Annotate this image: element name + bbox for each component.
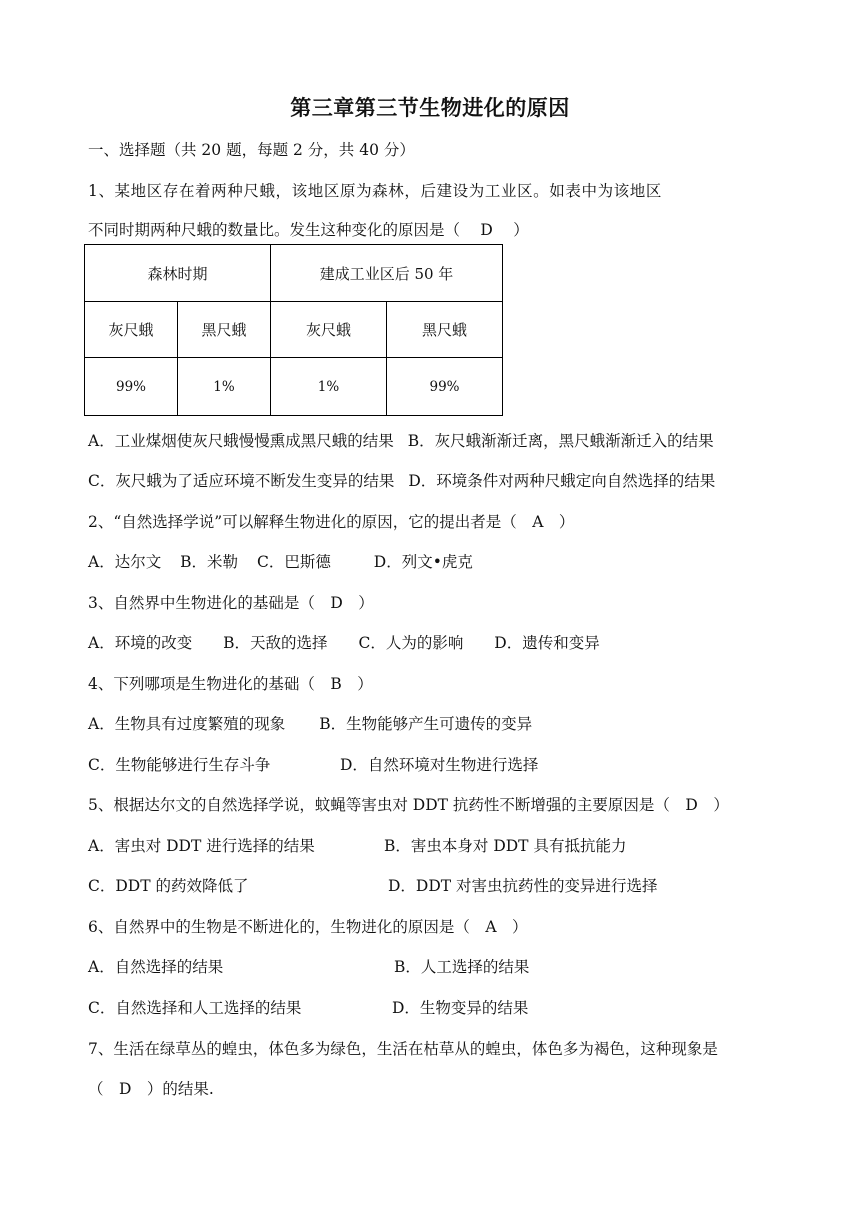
option-a: A．工业煤烟使灰尺蛾慢慢熏成黑尺蛾的结果 <box>88 432 394 450</box>
option-c: C．生物能够进行生存斗争 <box>88 756 271 774</box>
option-a: A．害虫对 DDT 进行选择的结果 <box>88 837 315 855</box>
option-c: C．灰尺蛾为了适应环境不断发生变异的结果 <box>88 472 395 490</box>
question-1-options-row2 <box>88 470 788 492</box>
question-5-options-row2 <box>88 875 788 897</box>
option-c: C．自然选择和人工选择的结果 <box>88 999 302 1017</box>
option-a: A．环境的改变 <box>88 634 193 652</box>
table-group-header: 建成工业区后 50 年 <box>271 245 503 302</box>
option-a: A．达尔文 <box>88 553 162 571</box>
table-cell: 1% <box>178 358 271 416</box>
question-3-stem: 3、自然界中生物进化的基础是（ D ） <box>88 594 374 612</box>
question-1-stem-line1: 1、某地区存在着两种尺蛾，该地区原为森林，后建设为工业区。如表中为该地区 <box>88 182 662 200</box>
question-4-options-row1 <box>88 713 788 735</box>
section-heading: 一、选择题（共 20 题，每题 2 分，共 40 分） <box>88 141 415 159</box>
table-sub-header: 黑尺蛾 <box>387 302 503 358</box>
question-1-stem-line2: 不同时期两种尺蛾的数量比。发生这种变化的原因是（ D ） <box>88 221 529 239</box>
question-5-options-row1 <box>88 835 788 857</box>
table-sub-header: 灰尺蛾 <box>271 302 387 358</box>
table-cell: 1% <box>271 358 387 416</box>
question-4-stem: 4、下列哪项是生物进化的基础（ B ） <box>88 675 373 693</box>
table-group-header: 森林时期 <box>85 245 271 302</box>
question-6-options-row2 <box>88 997 788 1019</box>
table-cell: 99% <box>85 358 178 416</box>
moth-ratio-table <box>84 244 503 416</box>
question-7-stem-line2: （ D ）的结果. <box>88 1080 214 1098</box>
option-b: B．天敌的选择 <box>223 634 328 652</box>
question-1-options-row1 <box>88 430 788 452</box>
option-d: D．环境条件对两种尺蛾定向自然选择的结果 <box>408 472 716 490</box>
option-d: D．自然环境对生物进行选择 <box>340 756 539 774</box>
question-7-stem-line1: 7、生活在绿草丛的蝗虫，体色多为绿色，生活在枯草从的蝗虫，体色多为褐色，这种现象是 <box>88 1040 718 1058</box>
option-b: B．生物能够产生可遗传的变异 <box>319 715 533 733</box>
option-b: B．灰尺蛾渐渐迁离，黑尺蛾渐渐迁入的结果 <box>407 432 714 450</box>
option-c: C．人为的影响 <box>358 634 464 652</box>
table-cell: 99% <box>387 358 503 416</box>
table-sub-header: 灰尺蛾 <box>85 302 178 358</box>
option-d: D．列文•虎克 <box>373 553 473 571</box>
question-2-stem: 2、“自然选择学说”可以解释生物进化的原因，它的提出者是（ A ） <box>88 513 575 531</box>
option-b: B．害虫本身对 DDT 具有抵抗能力 <box>384 837 627 855</box>
option-d: D．生物变异的结果 <box>392 999 529 1017</box>
option-c: C．巴斯德 <box>256 553 331 571</box>
option-a: A．自然选择的结果 <box>88 958 224 976</box>
question-3-options <box>88 632 788 654</box>
question-6-options-row1 <box>88 956 788 978</box>
table-sub-header: 黑尺蛾 <box>178 302 271 358</box>
option-d: D．遗传和变异 <box>494 634 600 652</box>
option-b: B．米勒 <box>180 553 239 571</box>
option-a: A．生物具有过度繁殖的现象 <box>88 715 286 733</box>
option-b: B．人工选择的结果 <box>394 958 530 976</box>
option-c: C．DDT 的药效降低了 <box>88 877 249 895</box>
question-2-options <box>88 551 788 573</box>
question-4-options-row2 <box>88 754 788 776</box>
page-title: 第三章第三节生物进化的原因 <box>290 95 570 120</box>
option-d: D．DDT 对害虫抗药性的变异进行选择 <box>388 877 658 895</box>
question-5-stem: 5、根据达尔文的自然选择学说，蚊蝇等害虫对 DDT 抗药性不断增强的主要原因是（ D ） <box>88 796 729 814</box>
question-6-stem: 6、自然界中的生物是不断进化的，生物进化的原因是（ A ） <box>88 918 528 936</box>
